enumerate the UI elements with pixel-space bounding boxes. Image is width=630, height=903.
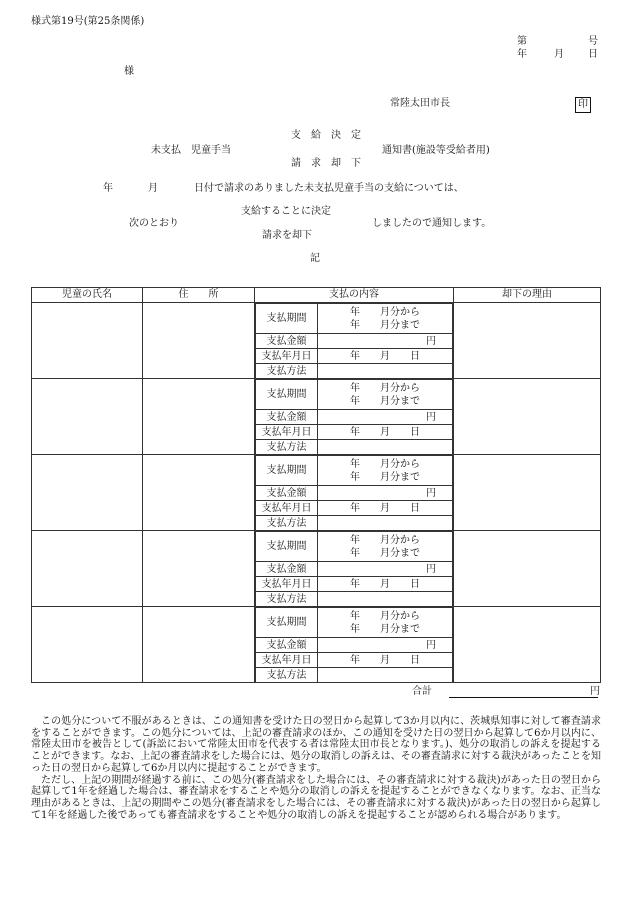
- label-method: 支払方法: [256, 440, 318, 455]
- header-child-name: 児童の氏名: [32, 288, 143, 303]
- header-payment-details: 支払の内容: [255, 288, 454, 303]
- label-payday: 支払年月日: [256, 501, 318, 516]
- payment-details-cell: [255, 607, 454, 683]
- period-value[interactable]: [318, 608, 453, 638]
- period-from: 年 月分から: [350, 534, 420, 546]
- payment-details-cell: [255, 531, 454, 607]
- label-period: 支払期間: [256, 380, 318, 410]
- period-value[interactable]: [318, 532, 453, 562]
- payment-details-cell: [255, 379, 454, 455]
- title-option-grant: 支 給 決 定: [291, 130, 361, 141]
- period-from: 年 月分から: [350, 306, 420, 318]
- child-name-cell[interactable]: [32, 531, 143, 607]
- table-row: [32, 607, 601, 683]
- period-to: 年 月分まで: [350, 623, 420, 635]
- rejection-reason-cell[interactable]: [454, 531, 601, 607]
- label-payday: 支払年月日: [256, 577, 318, 592]
- payday-value[interactable]: 年 月 日: [318, 425, 453, 440]
- address-cell[interactable]: [143, 303, 255, 379]
- child-name-cell[interactable]: [32, 379, 143, 455]
- table-row: [32, 379, 601, 455]
- method-value[interactable]: [318, 592, 453, 607]
- label-amount: 支払金額: [256, 638, 318, 653]
- intro-year: 年: [103, 183, 113, 194]
- rejection-reason-cell[interactable]: [454, 455, 601, 531]
- label-payday: 支払年月日: [256, 349, 318, 364]
- payment-details-cell: [255, 455, 454, 531]
- period-from: 年 月分から: [350, 458, 420, 470]
- date-year: 年: [517, 49, 527, 60]
- intro-text: 日付で請求のありました未支払児童手当の支給については、: [194, 183, 464, 194]
- period-to: 年 月分まで: [350, 547, 420, 559]
- payment-subtable: [255, 303, 453, 378]
- total-label: 合計: [412, 686, 432, 697]
- payment-subtable: [255, 531, 453, 606]
- intro-month: 月: [148, 183, 158, 194]
- label-period: 支払期間: [256, 532, 318, 562]
- seal-mark: 印: [575, 97, 591, 113]
- header-address: 住 所: [143, 288, 255, 303]
- payday-value[interactable]: 年 月 日: [318, 501, 453, 516]
- period-to: 年 月分まで: [350, 471, 420, 483]
- table-row: [32, 531, 601, 607]
- doc-number-prefix: 第: [517, 36, 527, 47]
- period-from: 年 月分から: [350, 610, 420, 622]
- payday-value[interactable]: 年 月 日: [318, 577, 453, 592]
- label-amount: 支払金額: [256, 410, 318, 425]
- amount-value[interactable]: 円: [318, 562, 453, 577]
- address-cell[interactable]: [143, 531, 255, 607]
- amount-value[interactable]: 円: [318, 334, 453, 349]
- child-name-cell[interactable]: [32, 607, 143, 683]
- payday-value[interactable]: 年 月 日: [318, 653, 453, 668]
- title-option-reject: 請 求 却 下: [291, 158, 361, 169]
- method-value[interactable]: [318, 364, 453, 379]
- payment-subtable: [255, 607, 453, 682]
- table-row: [32, 455, 601, 531]
- label-period: 支払期間: [256, 304, 318, 334]
- doc-number-suffix: 号: [588, 36, 598, 47]
- decision-lead: 次のとおり: [129, 218, 179, 229]
- decision-option-reject: 請求を却下: [262, 230, 312, 241]
- label-period: 支払期間: [256, 456, 318, 486]
- label-method: 支払方法: [256, 516, 318, 531]
- total-unit: 円: [590, 686, 600, 697]
- table-row: [32, 303, 601, 379]
- form-number: 様式第19号(第25条関係): [31, 16, 145, 27]
- period-value[interactable]: [318, 380, 453, 410]
- rejection-reason-cell[interactable]: [454, 379, 601, 455]
- label-payday: 支払年月日: [256, 425, 318, 440]
- label-method: 支払方法: [256, 668, 318, 683]
- period-value[interactable]: [318, 304, 453, 334]
- child-name-cell[interactable]: [32, 455, 143, 531]
- payday-value[interactable]: 年 月 日: [318, 349, 453, 364]
- child-name-cell[interactable]: [32, 303, 143, 379]
- appeal-notice: [31, 716, 601, 821]
- total-amount-line[interactable]: [449, 697, 598, 698]
- notice-paragraph: ただし、上記の期間が経過する前に、この処分(審査請求をした場合には、その審査請求に対する裁決)があった日の翌日から起算して1年を経過した場合は、審査請求をすることや処分の取消しの訴えを提起することができなくなります。なお、正当な理由があるときは、上記の期間やこの処分(審査請求をした場合には、その審査請求に対する裁決)があった日の翌日から起算して1年を経過した後であっても審査請求をすることや処分の取消しの訴えを提起することが認められる場合があります。: [31, 774, 601, 821]
- rejection-reason-cell[interactable]: [454, 607, 601, 683]
- address-cell[interactable]: [143, 379, 255, 455]
- period-from: 年 月分から: [350, 382, 420, 394]
- label-method: 支払方法: [256, 592, 318, 607]
- decision-option-grant: 支給することに決定: [241, 206, 331, 217]
- header-rejection-reason: 却下の理由: [454, 288, 601, 303]
- period-to: 年 月分まで: [350, 395, 420, 407]
- payment-subtable: [255, 379, 453, 454]
- rejection-reason-cell[interactable]: [454, 303, 601, 379]
- payment-subtable: [255, 455, 453, 530]
- method-value[interactable]: [318, 440, 453, 455]
- label-payday: 支払年月日: [256, 653, 318, 668]
- method-value[interactable]: [318, 668, 453, 683]
- title-prefix: 未支払 児童手当: [151, 145, 231, 156]
- period-value[interactable]: [318, 456, 453, 486]
- decision-tail: しましたので通知します。: [372, 218, 492, 229]
- notice-paragraph: この処分について不服があるときは、この通知書を受けた日の翌日から起算して3か月以内に、茨城県知事に対して審査請求をすることができます。この処分については、上記の審査請求のほか、この通知を受けた日の翌日から起算して6か月以内に、常陸太田市を被告として(訴訟において常陸太田市を代表する者は常陸太田市長となります。)、処分の取消しの訴えを提起することができます。なお、上記の審査請求をした場合には、処分の取消しの訴えは、その審査請求に対する裁決があったことを知った日の翌日から起算して6か月以内に提起することができます。: [31, 716, 601, 774]
- payment-details-cell: [255, 303, 454, 379]
- ki-heading: 記: [310, 253, 320, 264]
- label-method: 支払方法: [256, 364, 318, 379]
- label-amount: 支払金額: [256, 562, 318, 577]
- amount-value[interactable]: 円: [318, 638, 453, 653]
- amount-value[interactable]: 円: [318, 410, 453, 425]
- addressee-suffix: 様: [124, 66, 134, 77]
- method-value[interactable]: [318, 516, 453, 531]
- date-month: 月: [554, 49, 564, 60]
- title-suffix: 通知書(施設等受給者用): [382, 145, 490, 156]
- label-period: 支払期間: [256, 608, 318, 638]
- period-to: 年 月分まで: [350, 319, 420, 331]
- address-cell[interactable]: [143, 455, 255, 531]
- payment-table: [31, 287, 601, 683]
- date-day: 日: [588, 49, 598, 60]
- label-amount: 支払金額: [256, 486, 318, 501]
- amount-value[interactable]: 円: [318, 486, 453, 501]
- address-cell[interactable]: [143, 607, 255, 683]
- label-amount: 支払金額: [256, 334, 318, 349]
- issuer-name: 常陸太田市長: [390, 98, 450, 109]
